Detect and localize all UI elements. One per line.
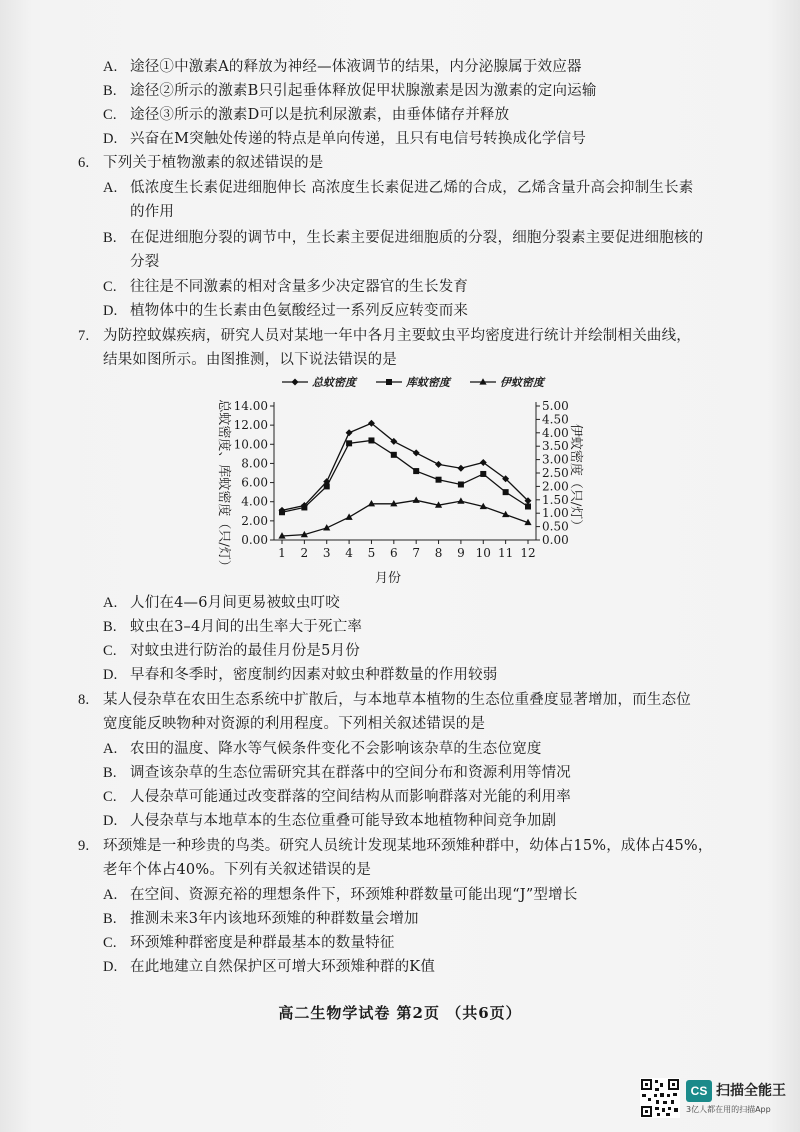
camscanner-name: 扫描全能王 [716,1083,786,1099]
y-axis-left-label: 总蚊密度、库蚊密度（只/灯） [216,399,231,573]
q6-option-c: C. 往往是不同激素的相对含量多少决定器官的生长发育 [103,279,469,295]
mosquito-density-chart [200,368,583,590]
x-tick-label: 1 [278,546,286,560]
y-left-tick-label: 14.00 [233,399,268,413]
y-left-tick-label: 4.00 [241,494,268,509]
y-right-tick-label: 2.50 [542,466,569,480]
q7-stem: 7. 为防控蚊媒疾病，研究人员对某地一年中各月主要蚊虫平均密度进行统计并绘制相关曲线， [78,328,691,344]
q5-option-c: C. 途径③所示的激素D可以是抗利尿激素，由垂体储存并释放 [103,107,510,123]
series-point-triangle [457,497,464,503]
q9-option-d: D. 在此地建立自然保护区可增大环颈雉种群的K值 [103,959,436,975]
q9-stem: 9. 环颈雉是一种珍贵的鸟类。研究人员统计发现某地环颈雉种群中，幼体占15%，成体占45%， [78,838,713,854]
x-tick-label: 6 [389,546,398,560]
series-point-square [368,437,374,443]
q6-option-a: A. 低浓度生长素促进细胞伸长 高浓度生长素促进乙烯的合成，乙烯含量升高会抑制生长素 [103,180,694,196]
y-left-tick-label: 6.00 [241,475,268,490]
series-point-square [436,477,442,483]
y-right-tick-label: 2.00 [542,479,569,494]
series-point-triangle [345,513,352,519]
x-tick-label: 11 [497,546,514,560]
series-point-square [386,379,392,385]
x-tick-label: 5 [367,546,376,560]
q6-option-d: D. 植物体中的生长素由色氨酸经过一系列反应转变而来 [103,303,469,319]
q6-stem: 6. 下列关于植物激素的叙述错误的是 [78,155,324,171]
x-tick-label: 12 [520,546,536,560]
y-axis-right-label: 伊蚊密度（只/灯） [568,423,583,533]
q9-stem-cont: 老年个体占40%。下列有关叙述错误的是 [103,862,372,878]
x-axis-label: 月份 [374,571,402,586]
y-left-tick-label: 8.00 [241,456,268,471]
q9-option-c: C. 环颈雉种群密度是种群最基本的数量特征 [103,935,395,951]
series-point-square [413,468,419,474]
q8-stem-cont: 宽度能反映物种对资源的利用程度。下列相关叙述错误的是 [103,716,486,732]
y-right-tick-label: 5.00 [542,399,569,413]
y-left-tick-label: 0.00 [241,533,268,547]
y-right-tick-label: 1.50 [542,492,569,507]
q9-option-a: A. 在空间、资源充裕的理想条件下，环颈雉种群数量可能出现“J”型增长 [103,887,578,903]
q7-option-d: D. 早春和冬季时，密度制约因素对蚊虫种群数量的作用较弱 [103,667,498,683]
series-point-square [301,504,307,510]
series-point-diamond [346,429,353,436]
series-point-triangle [413,497,420,503]
q5-option-b: B. 途径②所示的激素B只引起垂体释放促甲状腺激素是因为激素的定向运输 [103,83,597,99]
legend-label: 总蚊密度 [312,376,356,389]
series-point-diamond [413,449,420,456]
x-tick-label: 2 [300,546,309,560]
series-point-square [391,452,397,458]
x-tick-label: 9 [457,546,465,560]
series-line-1 [282,423,528,510]
q5-option-a: A. 途径①中激素A的释放为神经—体液调节的结果，内分泌腺属于效应器 [103,59,582,75]
q6-option-a-cont: 的作用 [130,204,175,220]
series-point-square [458,481,464,487]
y-left-tick-label: 10.00 [233,437,268,452]
qr-code-icon [640,1078,680,1118]
y-right-tick-label: 0.00 [542,533,569,547]
series-point-square [525,504,531,510]
x-tick-label: 10 [475,546,491,560]
x-tick-label: 7 [412,546,421,560]
q5-option-d: D. 兴奋在M突触处传递的特点是单向传递，且只有电信号转换成化学信号 [103,131,587,147]
chart-legend [282,376,546,389]
x-tick-label: 4 [345,546,353,560]
q8-option-d: D. 人侵杂草与本地草本的生态位重叠可能导致本地植物种间竞争加剧 [103,813,557,829]
q7-option-c: C. 对蚊虫进行防治的最佳月份是5月份 [103,643,360,659]
q8-option-b: B. 调查该杂草的生态位需研究其在群落中的空间分布和资源利用等情况 [103,765,571,781]
camscanner-logo: CS [686,1080,712,1102]
series-point-diamond [457,465,464,472]
q8-option-c: C. 人侵杂草可能通过改变群落的空间结构从而影响群落对光能的利用率 [103,789,571,805]
q7-option-b: B. 蚊虫在3–4月间的出生率大于死亡率 [103,619,363,635]
y-right-tick-label: 1.00 [542,506,569,521]
series-point-square [279,509,285,515]
series-point-square [503,489,509,495]
camscanner-tagline: 3亿人都在用的扫描App [686,1105,771,1114]
q6-option-b: B. 在促进细胞分裂的调节中，生长素主要促进细胞质的分裂，细胞分裂素主要促进细胞核的 [103,230,704,246]
legend-label: 库蚊密度 [406,376,450,389]
q8-option-a: A. 农田的温度、降水等气候条件变化不会影响该杂草的生态位宽度 [103,741,542,757]
y-left-tick-label: 2.00 [241,513,268,528]
q8-stem: 8. 某人侵杂草在农田生态系统中扩散后，与本地草本植物的生态位重叠度显著增加，而生态位 [78,692,691,708]
page-footer: 高二生物学试卷 第2页 （共6页） [278,1004,522,1022]
series-point-diamond [292,379,299,386]
q7-stem-cont: 结果如图所示。由图推测，以下说法错误的是 [103,352,397,368]
q9-option-b: B. 推测未来3年内该地环颈雉的种群数量会增加 [103,911,419,927]
series-point-square [346,440,352,446]
y-right-tick-label: 3.50 [542,439,569,454]
series-point-square [324,483,330,489]
series-point-diamond [435,461,442,468]
legend-label: 伊蚊密度 [500,376,544,389]
series-line-3 [282,500,528,536]
y-right-tick-label: 0.50 [542,519,569,534]
y-left-tick-label: 12.00 [233,418,268,433]
y-right-tick-label: 3.00 [542,452,569,467]
q7-option-a: A. 人们在4—6月间更易被蚊虫叮咬 [103,595,340,611]
y-right-tick-label: 4.50 [542,412,569,427]
y-right-tick-label: 4.00 [542,425,569,440]
series-point-square [480,471,486,477]
q6-option-b-cont: 分裂 [130,254,160,270]
chart-series [278,420,531,539]
x-tick-label: 8 [434,546,443,560]
x-tick-label: 3 [322,546,331,560]
